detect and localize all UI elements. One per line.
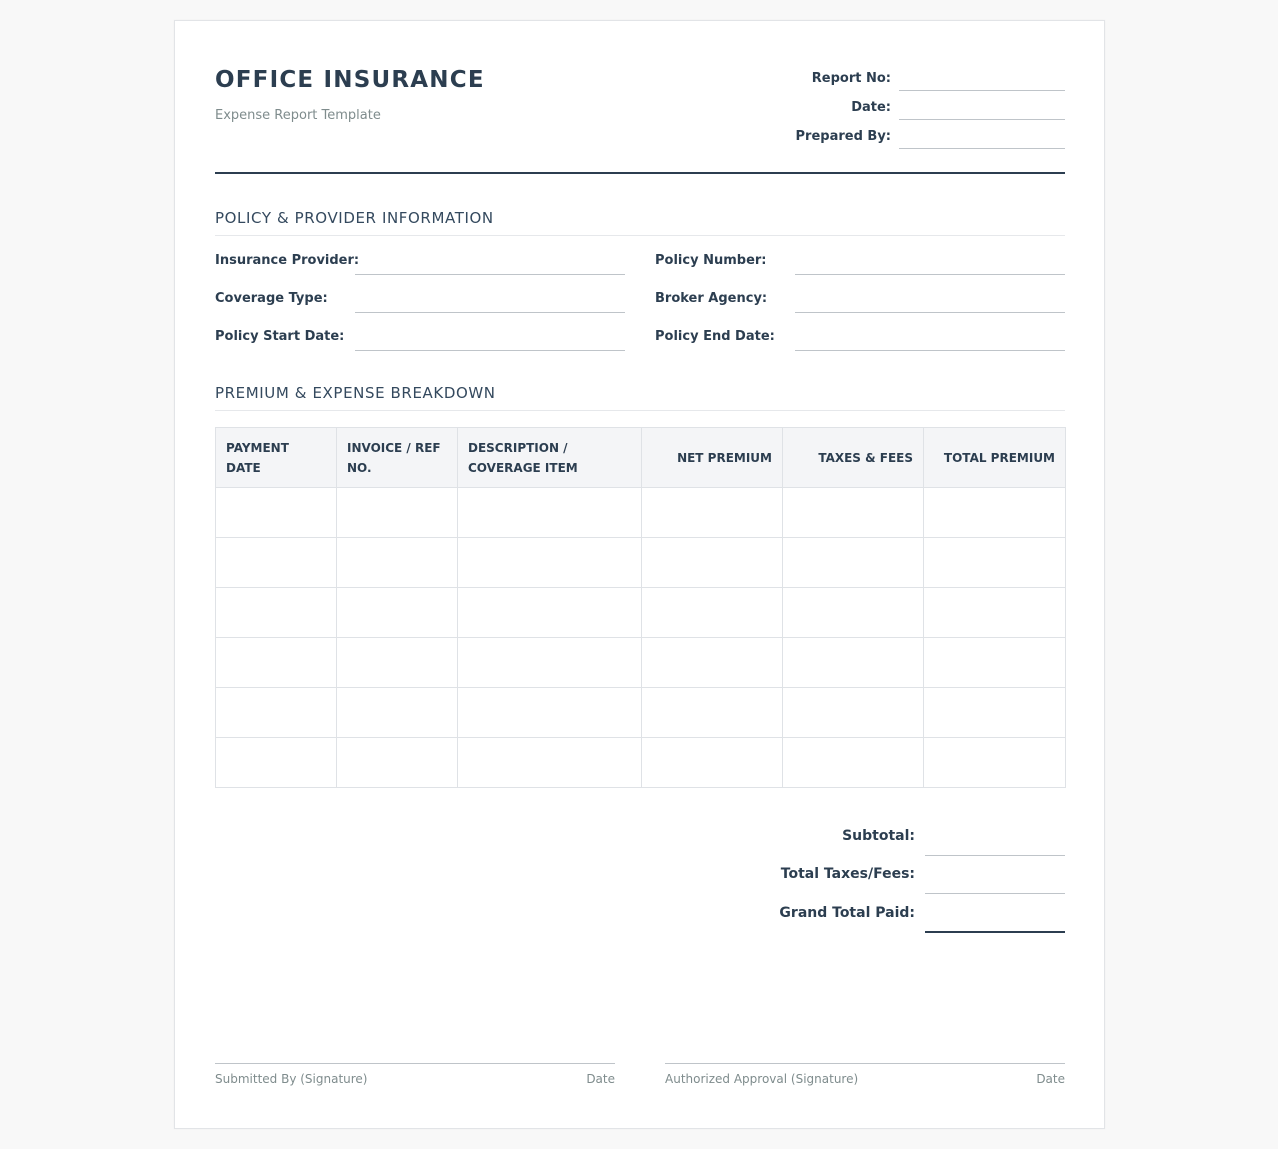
authorized-approval-signature[interactable] [665, 1063, 1065, 1093]
total-taxes-label: Total Taxes/Fees: [780, 866, 915, 882]
table-cell[interactable] [642, 488, 783, 538]
broker-agency-row [655, 289, 1065, 309]
breakdown-section-title: PREMIUM & EXPENSE BREAKDOWN [215, 384, 1065, 411]
table-row [216, 588, 1066, 638]
policy-number-row [655, 251, 1065, 271]
broker-agency-label: Broker Agency: [655, 291, 768, 306]
table-cell[interactable] [783, 538, 924, 588]
grand-total-label: Grand Total Paid: [779, 905, 915, 921]
table-cell[interactable] [642, 538, 783, 588]
submitted-by-signature[interactable] [215, 1063, 615, 1093]
page-subtitle: Expense Report Template [215, 108, 381, 123]
submitted-date-label: Date [586, 1072, 615, 1086]
date-field[interactable] [899, 100, 1065, 120]
page-title: OFFICE INSURANCE [215, 67, 485, 93]
table-cell[interactable] [783, 638, 924, 688]
table-cell[interactable] [216, 588, 337, 638]
table-cell[interactable] [783, 488, 924, 538]
table-cell[interactable] [642, 688, 783, 738]
table-cell[interactable] [216, 688, 337, 738]
coverage-type-row [215, 289, 625, 309]
table-cell[interactable] [924, 588, 1066, 638]
coverage-type-field[interactable] [355, 289, 625, 313]
date-label: Date: [851, 100, 891, 115]
authorized-approval-label: Authorized Approval (Signature) [665, 1072, 859, 1086]
table-cell[interactable] [458, 488, 642, 538]
header-divider [215, 172, 1065, 174]
col-invoice-ref: INVOICE / REF NO. [337, 428, 458, 488]
table-cell[interactable] [458, 538, 642, 588]
policy-start-date-label: Policy Start Date: [215, 329, 345, 344]
subtotal-row [745, 828, 1065, 858]
submitted-by-label: Submitted By (Signature) [215, 1072, 368, 1086]
table-cell[interactable] [783, 738, 924, 788]
table-cell[interactable] [216, 738, 337, 788]
col-total-premium: TOTAL PREMIUM [924, 428, 1066, 488]
table-cell[interactable] [337, 588, 458, 638]
col-description: DESCRIPTION / COVERAGE ITEM [458, 428, 642, 488]
table-cell[interactable] [216, 538, 337, 588]
policy-start-date-row [215, 327, 625, 347]
coverage-type-label: Coverage Type: [215, 291, 328, 306]
table-cell[interactable] [337, 538, 458, 588]
table-cell[interactable] [783, 588, 924, 638]
table-cell[interactable] [216, 638, 337, 688]
grand-total-row [745, 905, 1065, 935]
table-row [216, 538, 1066, 588]
broker-agency-field[interactable] [795, 289, 1065, 313]
table-cell[interactable] [783, 688, 924, 738]
expense-table [215, 427, 1066, 788]
approval-date-label: Date [1036, 1072, 1065, 1086]
grand-total-field[interactable] [925, 905, 1065, 933]
prepared-by-row [765, 129, 1065, 149]
report-no-row [765, 71, 1065, 91]
table-cell[interactable] [924, 538, 1066, 588]
report-no-label: Report No: [811, 71, 891, 86]
table-cell[interactable] [337, 738, 458, 788]
total-taxes-row [745, 866, 1065, 896]
table-cell[interactable] [458, 738, 642, 788]
table-cell[interactable] [337, 688, 458, 738]
policy-end-date-label: Policy End Date: [655, 329, 775, 344]
table-row [216, 488, 1066, 538]
policy-end-date-field[interactable] [795, 327, 1065, 351]
col-taxes-fees: TAXES & FEES [783, 428, 924, 488]
prepared-by-label: Prepared By: [795, 129, 891, 144]
insurance-provider-field[interactable] [355, 251, 625, 275]
subtotal-label: Subtotal: [842, 828, 915, 844]
table-cell[interactable] [924, 638, 1066, 688]
table-row [216, 638, 1066, 688]
table-cell[interactable] [216, 488, 337, 538]
table-cell[interactable] [924, 488, 1066, 538]
report-no-field[interactable] [899, 71, 1065, 91]
col-payment-date: PAYMENT DATE [216, 428, 337, 488]
table-header-row [216, 428, 1066, 488]
table-cell[interactable] [924, 738, 1066, 788]
table-cell[interactable] [458, 638, 642, 688]
table-cell[interactable] [458, 688, 642, 738]
table-cell[interactable] [337, 488, 458, 538]
table-row [216, 738, 1066, 788]
table-cell[interactable] [924, 688, 1066, 738]
total-taxes-field[interactable] [925, 866, 1065, 894]
insurance-provider-label: Insurance Provider: [215, 253, 360, 268]
table-cell[interactable] [642, 738, 783, 788]
table-cell[interactable] [337, 638, 458, 688]
date-row [765, 100, 1065, 120]
policy-number-label: Policy Number: [655, 253, 767, 268]
policy-start-date-field[interactable] [355, 327, 625, 351]
table-cell[interactable] [458, 588, 642, 638]
table-row [216, 688, 1066, 738]
table-cell[interactable] [642, 638, 783, 688]
subtotal-field[interactable] [925, 828, 1065, 856]
policy-number-field[interactable] [795, 251, 1065, 275]
policy-end-date-row [655, 327, 1065, 347]
table-cell[interactable] [642, 588, 783, 638]
document-page [174, 20, 1105, 1129]
col-net-premium: NET PREMIUM [642, 428, 783, 488]
policy-section-title: POLICY & PROVIDER INFORMATION [215, 209, 1065, 236]
insurance-provider-row [215, 251, 625, 271]
prepared-by-field[interactable] [899, 129, 1065, 149]
